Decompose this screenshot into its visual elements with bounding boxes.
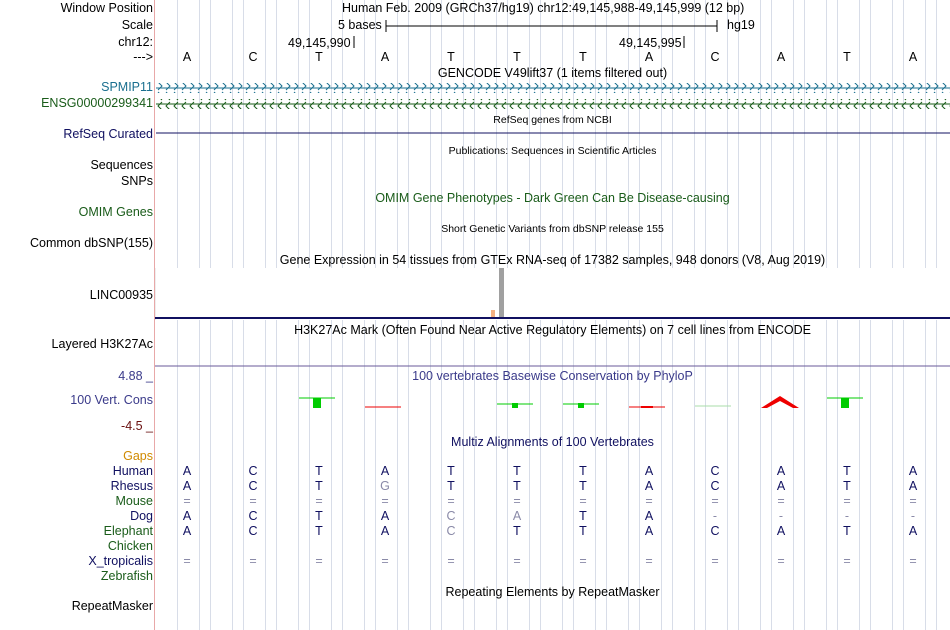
alignment-base: = — [711, 554, 719, 568]
gencode-gene-features[interactable] — [156, 81, 950, 111]
scale-bar — [385, 18, 725, 34]
alignment-base: = — [909, 554, 917, 568]
alignment-base: A — [908, 464, 918, 478]
base-letter: T — [447, 50, 455, 64]
base-letter: A — [380, 50, 390, 64]
alignment-base: T — [579, 479, 587, 493]
alignment-base: T — [579, 509, 587, 523]
position-tick-left: 49,145,990 — [288, 36, 351, 50]
snps-track-label[interactable]: SNPs — [121, 174, 153, 188]
alignment-base: = — [447, 554, 455, 568]
base-letter: T — [513, 50, 521, 64]
species-label-chicken: Chicken — [107, 539, 153, 553]
base-letter: A — [182, 50, 192, 64]
conservation-track-label[interactable]: 100 Vert. Cons — [70, 393, 153, 407]
cons-max-label: 4.88 _ — [118, 369, 153, 383]
species-label-human: Human — [112, 464, 153, 478]
alignment-base: A — [776, 479, 786, 493]
alignment-base: = — [777, 554, 785, 568]
alignment-base: = — [249, 494, 257, 508]
alignment-base: T — [843, 464, 851, 478]
alignment-base: C — [710, 524, 720, 538]
cons-min-label: -4.5 _ — [121, 419, 153, 433]
alignment-base: C — [710, 479, 720, 493]
window-position-label: Window Position — [60, 1, 153, 15]
refseq-track-title: RefSeq genes from NCBI — [493, 114, 612, 126]
alignment-base: A — [512, 509, 522, 523]
alignment-base: T — [447, 464, 455, 478]
alignment-base: = — [315, 494, 323, 508]
chrom-label: chr12: — [118, 35, 153, 49]
base-letter: C — [710, 50, 720, 64]
base-letter: C — [248, 50, 258, 64]
gaps-label: Gaps — [123, 449, 153, 463]
alignment-base: A — [776, 524, 786, 538]
alignment-base: A — [182, 524, 192, 538]
alignment-base: C — [446, 509, 456, 523]
species-label-x-tropicalis: X_tropicalis — [88, 554, 153, 568]
alignment-base: = — [513, 554, 521, 568]
h3k27ac-baseline — [155, 364, 950, 368]
alignment-base: T — [579, 524, 587, 538]
position-tick-right: 49,145,995 — [619, 36, 682, 50]
alignment-base: G — [380, 479, 390, 493]
alignment-base: A — [380, 509, 390, 523]
alignment-base: A — [644, 464, 654, 478]
gencode-gene-spmip11-label[interactable]: SPMIP11 — [101, 80, 153, 94]
omim-track-title: OMIM Gene Phenotypes - Dark Green Can Be Disease-causing — [375, 191, 730, 205]
alignment-base: A — [908, 479, 918, 493]
conservation-track-title: 100 vertebrates Basewise Conservation by PhyloP — [412, 369, 693, 383]
alignment-base: A — [182, 479, 192, 493]
alignment-base: - — [844, 509, 850, 523]
alignment-base: C — [248, 479, 258, 493]
alignment-base: = — [183, 494, 191, 508]
alignment-base: - — [778, 509, 784, 523]
multiz-track-title: Multiz Alignments of 100 Vertebrates — [451, 435, 654, 449]
alignment-base: C — [446, 524, 456, 538]
alignment-base: = — [579, 554, 587, 568]
alignment-base: A — [644, 479, 654, 493]
h3k27ac-track-title: H3K27Ac Mark (Often Found Near Active Regulatory Elements) on 7 cell lines from ENCODE — [294, 323, 811, 337]
base-letter: T — [315, 50, 323, 64]
alignment-base: T — [513, 524, 521, 538]
alignment-base: A — [644, 509, 654, 523]
species-label-zebrafish: Zebrafish — [100, 569, 153, 583]
alignment-base: A — [644, 524, 654, 538]
alignment-base: A — [182, 464, 192, 478]
scale-label: Scale — [121, 18, 153, 32]
scale-length-text: 5 bases — [338, 18, 382, 32]
sequences-track-label[interactable]: Sequences — [90, 158, 153, 172]
alignment-base: T — [315, 464, 323, 478]
alignment-base: = — [381, 554, 389, 568]
gtex-track-title: Gene Expression in 54 tissues from GTEx RNA-seq of 17382 samples, 948 donors (V8, Aug 2019) — [279, 253, 826, 267]
window-position-text: Human Feb. 2009 (GRCh37/hg19) chr12:49,145,988-49,145,999 (12 bp) — [342, 1, 745, 15]
repeatmasker-track-label[interactable]: RepeatMasker — [71, 599, 153, 613]
base-letter: T — [843, 50, 851, 64]
alignment-base: T — [513, 464, 521, 478]
alignment-base: = — [183, 554, 191, 568]
alignment-base: = — [447, 494, 455, 508]
species-label-elephant: Elephant — [103, 524, 153, 538]
alignment-base: T — [315, 524, 323, 538]
alignment-base: C — [248, 524, 258, 538]
alignment-base: A — [182, 509, 192, 523]
alignment-base: T — [843, 479, 851, 493]
alignment-base: - — [712, 509, 718, 523]
gencode-track-title: GENCODE V49lift37 (1 items filtered out) — [437, 66, 668, 80]
dbsnp-track-label[interactable]: Common dbSNP(155) — [30, 236, 153, 250]
refseq-gene-line[interactable] — [156, 127, 950, 137]
alignment-base: A — [908, 524, 918, 538]
h3k27ac-track-label[interactable]: Layered H3K27Ac — [51, 337, 153, 351]
alignment-base: C — [710, 464, 720, 478]
dbsnp-track-title: Short Genetic Variants from dbSNP release 155 — [441, 223, 664, 235]
strand-label: ---> — [133, 50, 153, 64]
publications-track-title: Publications: Sequences in Scientific Articles — [448, 145, 657, 157]
alignment-base: = — [315, 554, 323, 568]
alignment-base: = — [843, 554, 851, 568]
alignment-base: T — [513, 479, 521, 493]
omim-track-label[interactable]: OMIM Genes — [78, 205, 153, 219]
repeatmasker-track-title: Repeating Elements by RepeatMasker — [445, 585, 660, 599]
conservation-plot[interactable] — [155, 390, 950, 420]
gencode-gene-ensg-label[interactable]: ENSG00000299341 — [41, 96, 153, 110]
alignment-base: T — [579, 464, 587, 478]
base-letter: T — [579, 50, 587, 64]
alignment-base: = — [645, 494, 653, 508]
alignment-base: = — [513, 494, 521, 508]
alignment-base: = — [381, 494, 389, 508]
refseq-track-label[interactable]: RefSeq Curated — [63, 127, 153, 141]
alignment-base: - — [910, 509, 916, 523]
alignment-base: = — [579, 494, 587, 508]
base-letter: A — [644, 50, 654, 64]
alignment-base: C — [248, 509, 258, 523]
species-label-rhesus: Rhesus — [110, 479, 153, 493]
species-label-mouse: Mouse — [115, 494, 153, 508]
species-label-dog: Dog — [130, 509, 153, 523]
alignment-base: A — [380, 464, 390, 478]
gtex-expression-chart[interactable] — [155, 268, 950, 322]
alignment-base: T — [843, 524, 851, 538]
alignment-base: A — [776, 464, 786, 478]
alignment-base: A — [380, 524, 390, 538]
track-label-panel — [0, 0, 153, 630]
scale-assembly-text: hg19 — [727, 18, 755, 32]
alignment-base: = — [645, 554, 653, 568]
alignment-base: T — [447, 479, 455, 493]
alignment-base: = — [249, 554, 257, 568]
alignment-base: = — [711, 494, 719, 508]
gtex-gene-label[interactable]: LINC00935 — [89, 288, 153, 302]
alignment-base: = — [843, 494, 851, 508]
alignment-base: = — [909, 494, 917, 508]
alignment-base: T — [315, 479, 323, 493]
base-letter: A — [776, 50, 786, 64]
position-tick-marks — [350, 36, 720, 50]
alignment-base: = — [777, 494, 785, 508]
alignment-base: C — [248, 464, 258, 478]
alignment-base: T — [315, 509, 323, 523]
base-letter: A — [908, 50, 918, 64]
